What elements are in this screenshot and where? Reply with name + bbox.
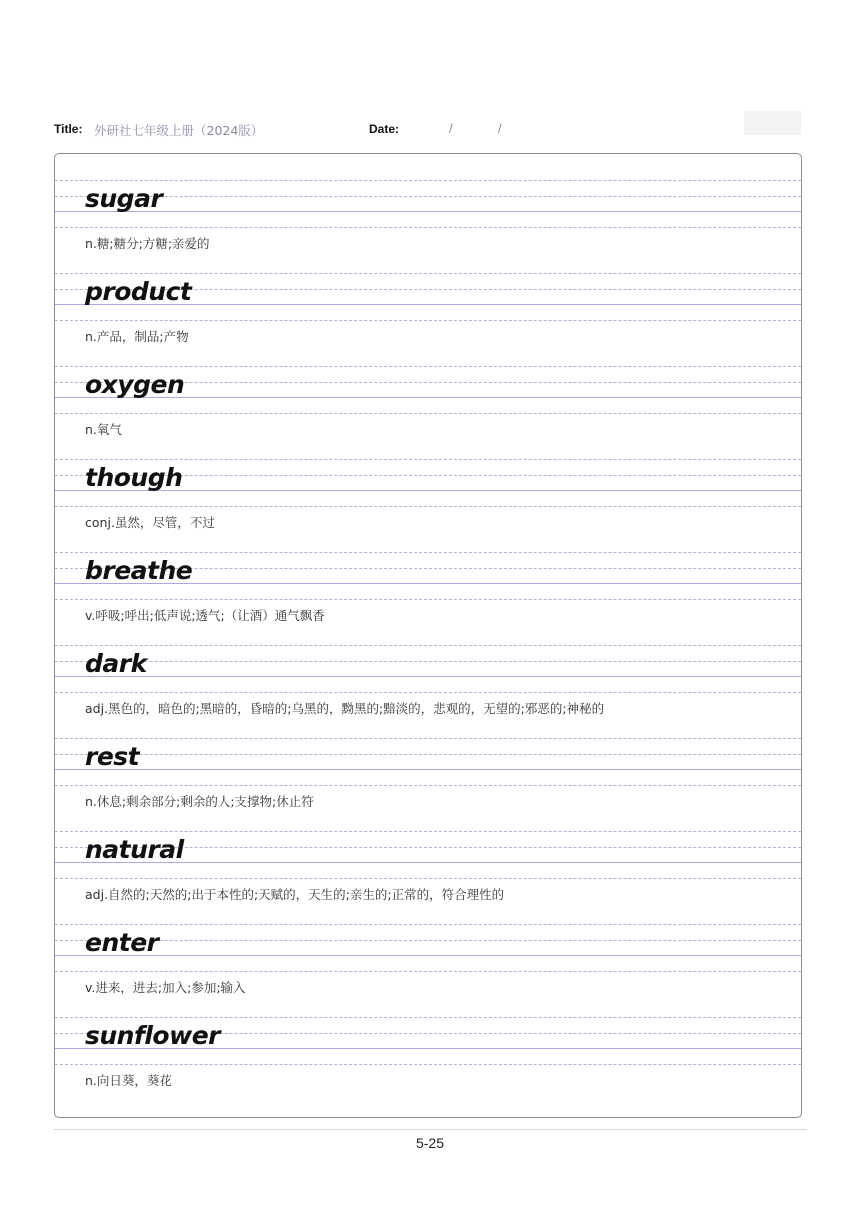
vocab-meaning: v.呼吸;呼出;低声说;透气;（让酒）通气飘香 (85, 608, 325, 623)
guide-line (55, 878, 801, 879)
guide-line (55, 645, 801, 646)
vocab-word: natural (85, 835, 184, 864)
vocab-meaning: n.休息;剩余部分;剩余的人;支撑物;休止符 (85, 794, 314, 809)
vocab-entry (55, 433, 801, 530)
vocab-word: sugar (85, 184, 163, 213)
vocab-meaning: v.进来，进去;加入;参加;输入 (85, 980, 246, 995)
baseline (55, 955, 801, 956)
footer-divider (54, 1129, 807, 1130)
guide-line (55, 738, 801, 739)
vocab-entry (55, 805, 801, 902)
vocab-meaning: conj.虽然，尽管，不过 (85, 515, 215, 530)
vocab-entry (55, 991, 801, 1088)
vocab-meaning: n.产品，制品;产物 (85, 329, 189, 344)
title-value: 外研社七年级上册（2024版） (94, 123, 264, 138)
title-label: Title: (54, 122, 83, 136)
guide-line (55, 366, 801, 367)
vocab-meaning: adj.自然的;天然的;出于本性的;天赋的，天生的;亲生的;正常的，符合理性的 (85, 887, 505, 902)
page-number: 5-25 (415, 1135, 445, 1151)
vocabulary-sheet (54, 153, 802, 1118)
vocab-meaning: n.氧气 (85, 422, 122, 437)
guide-line (55, 692, 801, 693)
guide-line (55, 413, 801, 414)
guide-line (55, 180, 801, 181)
vocab-word: enter (85, 928, 159, 957)
guide-line (55, 196, 801, 197)
vocab-word: sunflower (85, 1021, 220, 1050)
guide-line (55, 599, 801, 600)
date-separator: / (449, 121, 453, 136)
guide-line (55, 273, 801, 274)
vocab-word: though (85, 463, 183, 492)
vocab-entry (55, 526, 801, 623)
vocab-entry (55, 898, 801, 995)
guide-line (55, 459, 801, 460)
vocab-meaning: n.向日葵，葵花 (85, 1073, 172, 1088)
guide-line (55, 924, 801, 925)
guide-line (55, 1017, 801, 1018)
guide-line (55, 785, 801, 786)
vocab-meaning: adj.黑色的，暗色的;黑暗的，昏暗的;乌黑的，黝黑的;黯淡的，悲观的，无望的;邪恶的;神秘的 (85, 701, 605, 716)
guide-line (55, 1064, 801, 1065)
vocab-entry (55, 340, 801, 437)
date-label: Date: (369, 122, 400, 136)
guide-line (55, 831, 801, 832)
vocab-word: oxygen (85, 370, 185, 399)
vocab-word: rest (85, 742, 140, 771)
guide-line (55, 552, 801, 553)
vocab-word: breathe (85, 556, 193, 585)
worksheet-header (54, 120, 804, 140)
date-separator: / (498, 121, 502, 136)
guide-line (55, 320, 801, 321)
guide-line (55, 754, 801, 755)
baseline (55, 211, 801, 212)
vocab-meaning: n.糖;糖分;方糖;亲爱的 (85, 236, 210, 251)
guide-line (55, 971, 801, 972)
baseline (55, 769, 801, 770)
guide-line (55, 940, 801, 941)
baseline (55, 676, 801, 677)
vocab-word: dark (85, 649, 147, 678)
guide-line (55, 661, 801, 662)
vocab-entry (55, 619, 801, 716)
vocab-entry (55, 247, 801, 344)
vocab-entry (55, 154, 801, 251)
vocab-entry (55, 712, 801, 809)
guide-line (55, 506, 801, 507)
vocab-word: product (85, 277, 192, 306)
corner-placeholder-box (744, 111, 801, 135)
guide-line (55, 227, 801, 228)
